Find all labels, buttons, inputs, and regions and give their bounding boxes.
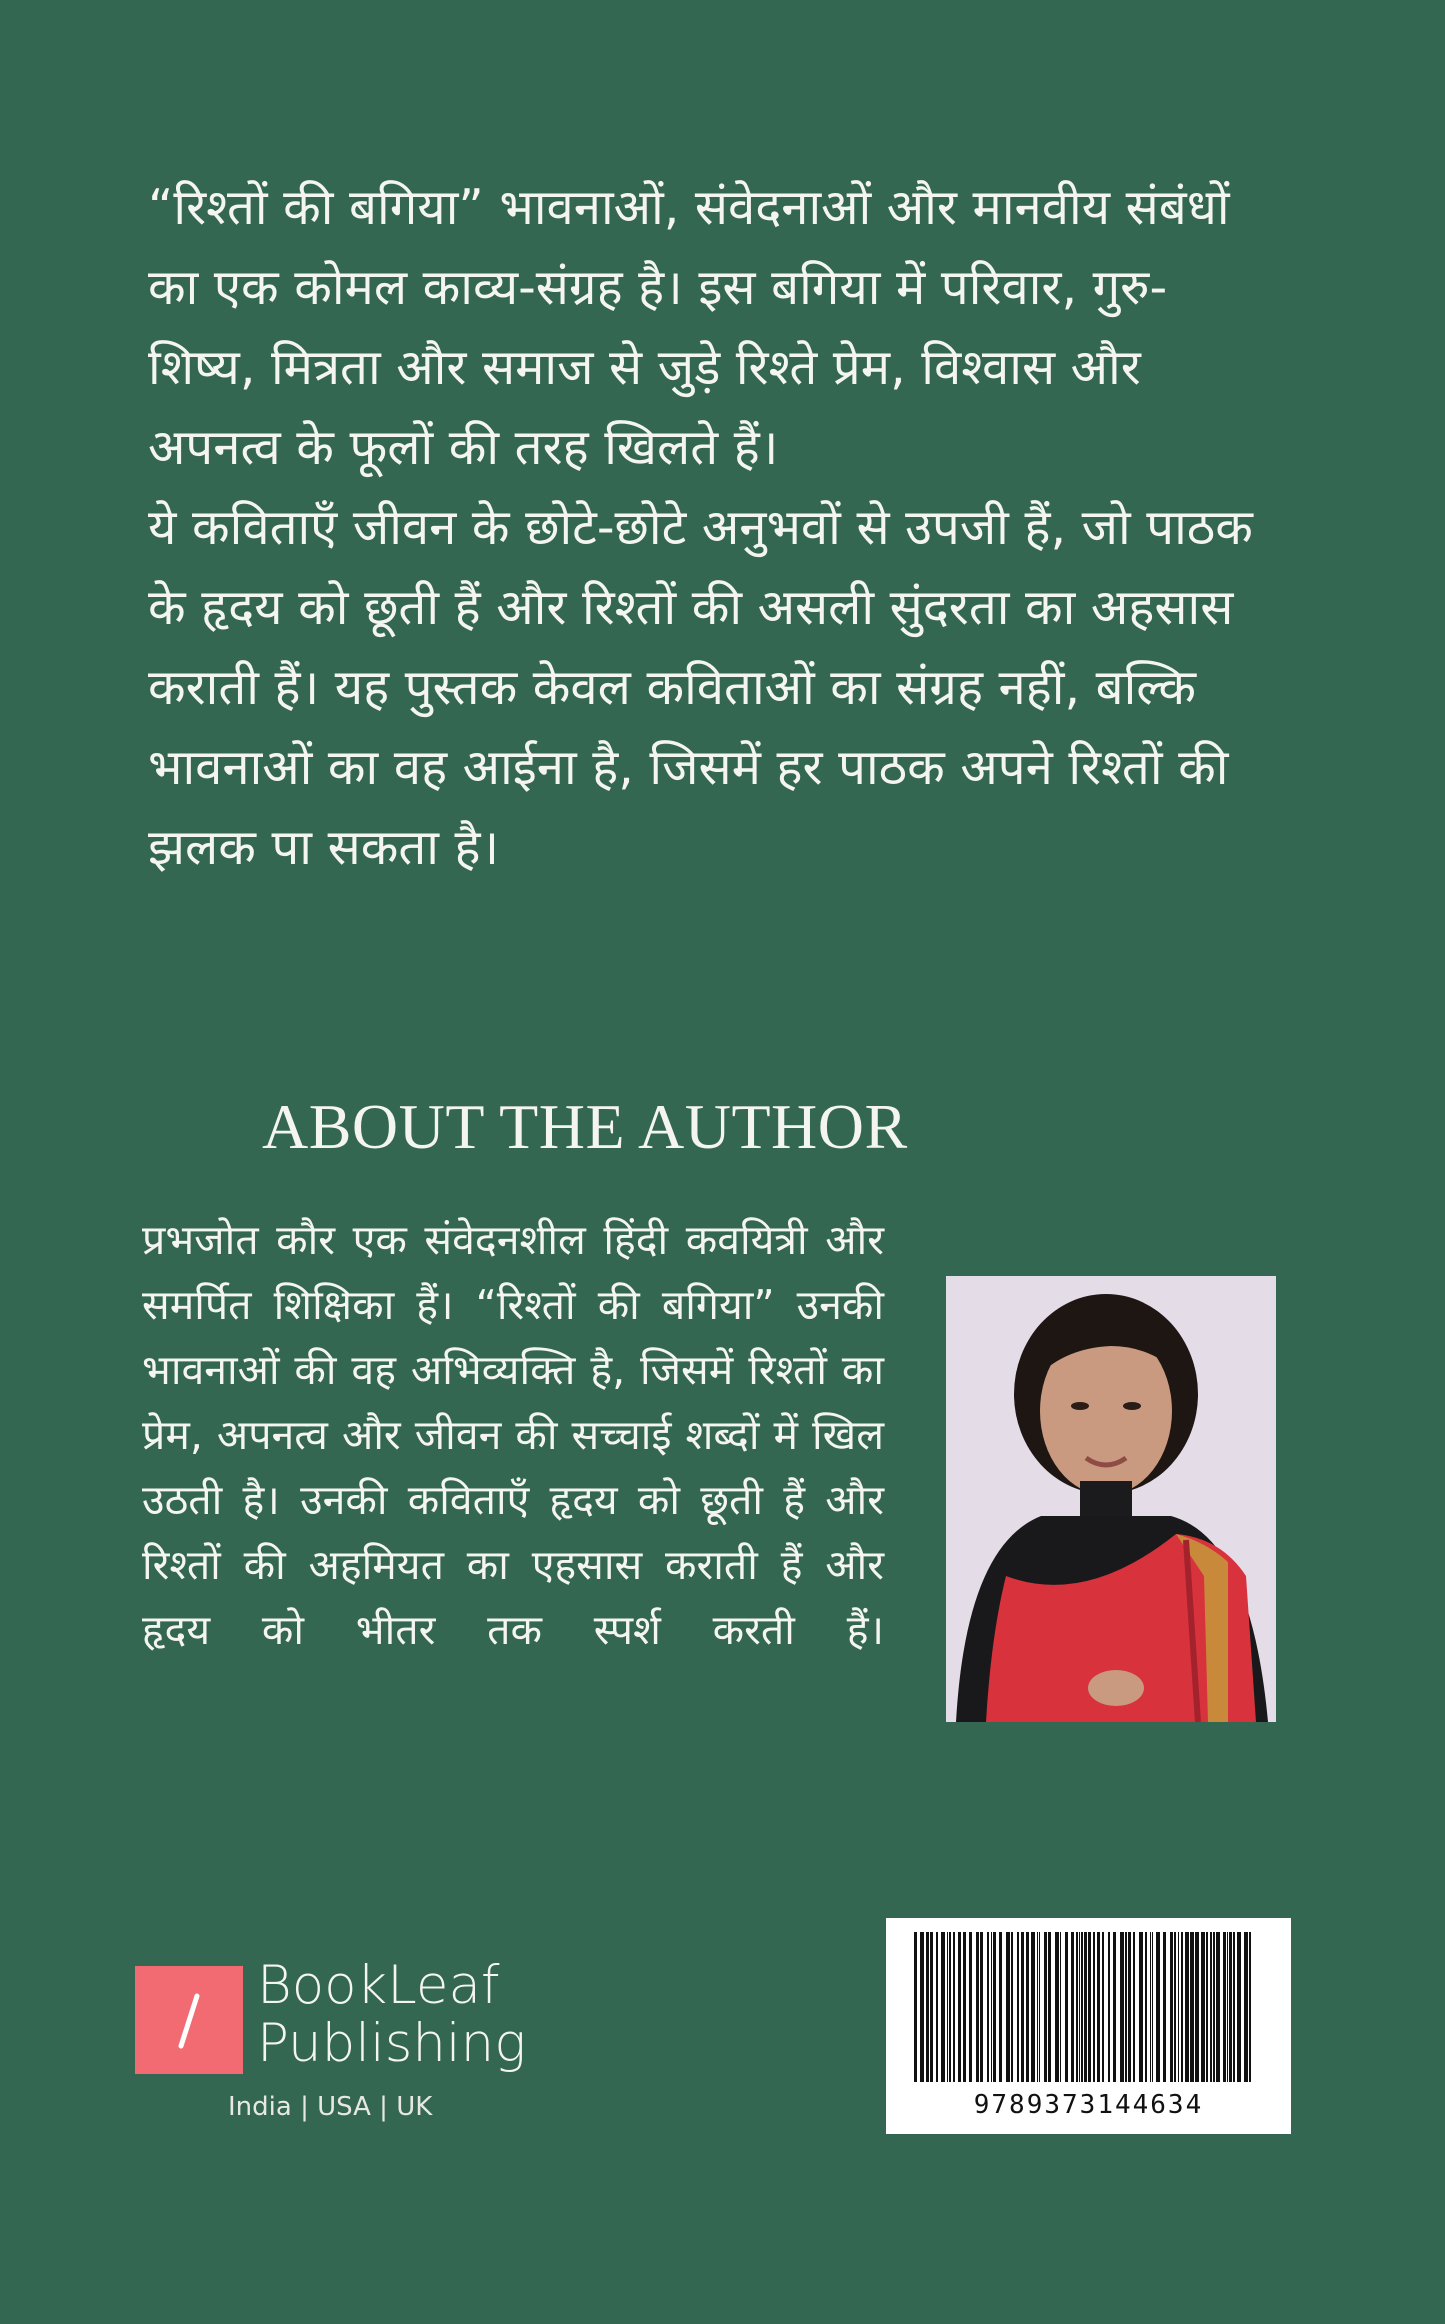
barcode-bar <box>1097 1932 1100 2082</box>
barcode-bar <box>976 1932 979 2082</box>
barcode-bar <box>1163 1932 1166 2082</box>
publisher-regions: India | USA | UK <box>228 2092 433 2122</box>
barcode-bar <box>1039 1932 1040 2082</box>
barcode-bar <box>1216 1932 1220 2082</box>
barcode-bar <box>1060 1932 1061 2082</box>
publisher-mark-icon <box>135 1966 243 2074</box>
barcode-bar <box>1026 1932 1029 2082</box>
barcode-bar <box>953 1932 955 2082</box>
barcode-bar <box>1237 1932 1241 2082</box>
isbn-number: 9789373144634 <box>973 2090 1204 2120</box>
barcode-bar <box>1048 1932 1051 2082</box>
barcode-bar <box>1181 1932 1183 2082</box>
barcode-bar <box>1139 1932 1143 2082</box>
barcode-bar <box>1037 1932 1038 2082</box>
barcode-bar <box>1133 1932 1135 2082</box>
barcode-bar <box>1044 1932 1047 2082</box>
barcode-bar <box>969 1932 972 2082</box>
barcode-bar <box>963 1932 966 2082</box>
barcode-bar <box>1125 1932 1127 2082</box>
barcode-bar <box>1079 1932 1080 2082</box>
barcode-bar <box>1213 1932 1215 2082</box>
barcode-bar <box>1145 1932 1147 2082</box>
isbn-barcode <box>886 1918 1291 2134</box>
barcode-bar <box>1076 1932 1078 2082</box>
barcode-bar <box>1170 1932 1173 2082</box>
barcode-bar <box>1102 1932 1104 2082</box>
barcode-bar <box>1190 1932 1194 2082</box>
author-portrait-image <box>946 1276 1276 1722</box>
barcode-bar <box>1233 1932 1235 2082</box>
barcode-bar <box>991 1932 992 2082</box>
barcode-bar <box>1071 1932 1074 2082</box>
barcode-bar <box>1113 1932 1116 2082</box>
barcode-bar <box>930 1932 933 2082</box>
publisher-name-line2: Publishing <box>257 2013 527 2074</box>
barcode-bar <box>993 1932 996 2082</box>
barcode-bar <box>1088 1932 1091 2082</box>
barcode-bar <box>1178 1932 1179 2082</box>
barcode-bar <box>1174 1932 1176 2082</box>
barcode-bar <box>1021 1932 1024 2082</box>
barcode-bar <box>949 1932 951 2082</box>
barcode-bar <box>926 1932 929 2082</box>
barcode-bar <box>980 1932 983 2082</box>
barcode-bar <box>1152 1932 1153 2082</box>
publisher-name-line1: BookLeaf <box>257 1955 500 2016</box>
barcode-bar <box>941 1932 945 2082</box>
barcode-bar <box>1244 1932 1248 2082</box>
barcode-bar <box>1017 1932 1019 2082</box>
barcode-bar <box>936 1932 938 2082</box>
barcode-bar <box>1006 1932 1010 2082</box>
barcode-bar <box>1229 1932 1232 2082</box>
barcode-bars <box>914 1932 1263 2082</box>
barcode-bar <box>1128 1932 1131 2082</box>
barcode-bar <box>958 1932 961 2082</box>
blurb-paragraph-1: “रिश्तों की बगिया” भावनाओं, संवेदनाओं और मानवीय संबंधों का एक कोमल काव्य-संग्रह है। इस बगिया में परिवार, गुरु-शिष्य, मित्रता और समाज से जुड़े रिश्ते प्रेम, विश्वास और अपनत्व के फूलों की तरह खिलते हैं। <box>148 179 1230 476</box>
barcode-bar <box>1081 1932 1083 2082</box>
barcode-bar <box>920 1932 924 2082</box>
about-author-heading: ABOUT THE AUTHOR <box>262 1091 908 1162</box>
back-cover-blurb <box>148 168 1258 888</box>
barcode-bar <box>1156 1932 1160 2082</box>
barcode-bar <box>1120 1932 1124 2082</box>
barcode-bar <box>1084 1932 1087 2082</box>
publisher-logo <box>135 1955 555 2144</box>
barcode-bar <box>1201 1932 1205 2082</box>
barcode-bar <box>1210 1932 1212 2082</box>
barcode-bar <box>999 1932 1002 2082</box>
barcode-bar <box>1065 1932 1068 2082</box>
barcode-bar <box>1093 1932 1095 2082</box>
barcode-bar <box>1185 1932 1189 2082</box>
barcode-bar <box>1206 1932 1208 2082</box>
barcode-bar <box>947 1932 948 2082</box>
barcode-bar <box>987 1932 989 2082</box>
barcode-bar <box>1227 1932 1228 2082</box>
blurb-paragraph-2: ये कविताएँ जीवन के छोटे-छोटे अनुभवों से उपजी हैं, जो पाठक के हृदय को छूती हैं और रिश्तों की असली सुंदरता का अहसास कराती हैं। यह पुस्तक केवल कविताओं का संग्रह नहीं, बल्कि भावनाओं का वह आईना है, जिसमें हर पाठक अपने रिश्तों की झलक पा सकता है। <box>148 499 1253 876</box>
barcode-bar <box>1223 1932 1226 2082</box>
barcode-bar <box>1011 1932 1013 2082</box>
author-bio: प्रभजोत कौर एक संवेदनशील हिंदी कवयित्री और समर्पित शिक्षिका हैं। “रिश्तों की बगिया” उनकी भावनाओं की वह अभिव्यक्ति है, जिसमें रिश्तों का प्रेम, अपनत्व और जीवन की सच्चाई शब्दों में खिल उठती है। उनकी कविताएँ हृदय को छूती हैं और रिश्तों की अहमियत का एहसास कराती हैं और हृदय को भीतर तक स्पर्श करती हैं। <box>142 1216 884 1654</box>
barcode-bar <box>1108 1932 1110 2082</box>
barcode-bar <box>1150 1932 1151 2082</box>
barcode-bar <box>914 1932 917 2082</box>
author-photo <box>946 1276 1276 1722</box>
barcode-bar <box>1249 1932 1251 2082</box>
barcode-bar <box>1055 1932 1059 2082</box>
barcode-bar <box>1031 1932 1035 2082</box>
barcode-bar <box>1195 1932 1199 2082</box>
